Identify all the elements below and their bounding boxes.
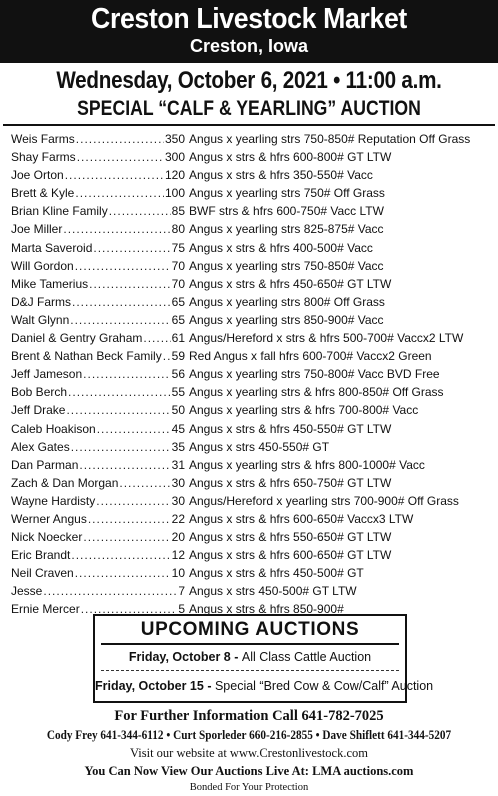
consignment-row [11, 546, 491, 564]
cattle-description: Angus x strs & hfrs 400-500# Vacc [189, 240, 373, 255]
consignor-name: D&J Farms [11, 294, 71, 309]
upcoming-event [95, 678, 434, 694]
consignment-row [11, 148, 491, 166]
head-count: 70 [171, 258, 185, 273]
consignor-name: Jesse [11, 584, 43, 599]
cattle-description: Angus x yearling strs 800# Off Grass [189, 294, 385, 309]
event-description: Special “Bred Cow & Cow/Calf” Auction [214, 679, 434, 693]
leader-dots [79, 456, 170, 474]
consignor-cell [11, 220, 185, 238]
consignment-row [11, 293, 491, 311]
consignor-cell [11, 239, 185, 257]
leader-dots [76, 130, 164, 148]
head-count: 65 [171, 312, 185, 327]
head-count: 31 [171, 457, 185, 472]
consignor-name: Joe Miller [11, 222, 63, 237]
cattle-description: Angus x yearling strs 750-850# Reputation Off Grass [189, 132, 471, 146]
event-separator: - [203, 679, 215, 693]
consignment-row [11, 311, 491, 329]
head-count: 30 [171, 475, 185, 490]
consignor-name: Dan Parman [11, 457, 79, 472]
consignor-name: Ernie Mercer [11, 602, 80, 617]
contact-list: Cody Frey 641-344-6112 • Curt Sporleder 660-216-2855 • Dave Shiflett 641-344-5207 [46, 728, 452, 742]
head-count: 65 [171, 294, 185, 309]
upcoming-auctions-box [93, 614, 434, 703]
auction-name: SPECIAL “CALF & YEARLING” AUCTION [77, 97, 421, 120]
leader-dots [70, 311, 170, 329]
cattle-description: Angus x yearling strs 825-875# Vacc [189, 222, 384, 237]
event-description: All Class Cattle Auction [241, 650, 372, 664]
cattle-description: Angus/Hereford x strs & hfrs 500-700# Vaccx2 LTW [189, 331, 464, 346]
leader-dots [97, 420, 171, 438]
head-count: 50 [171, 403, 185, 418]
consignor-name: Brett & Kyle [11, 186, 75, 201]
cattle-description: Angus x strs 450-550# GT [189, 439, 330, 454]
leader-dots [93, 239, 170, 257]
consignor-cell [11, 492, 185, 510]
leader-dots [163, 347, 171, 365]
head-count: 85 [171, 204, 185, 219]
footer [0, 706, 498, 796]
head-count: 300 [164, 150, 185, 165]
consignor-cell [11, 420, 185, 438]
consignor-name: Neil Craven [11, 566, 74, 581]
leader-dots [88, 510, 171, 528]
head-count: 100 [164, 186, 185, 201]
leader-dots [71, 438, 171, 456]
consignment-row [11, 220, 491, 238]
consignor-cell [11, 546, 185, 564]
consignment-row [11, 130, 491, 148]
cattle-description: BWF strs & hfrs 600-750# Vacc LTW [189, 204, 384, 219]
leader-dots [89, 275, 171, 293]
head-count: 120 [164, 168, 185, 183]
cattle-description: Angus x yearling strs 750# Off Grass [189, 186, 385, 201]
head-count: 35 [171, 439, 185, 454]
header-divider [3, 124, 495, 126]
consignment-row [11, 510, 491, 528]
consignor-cell [11, 130, 185, 148]
consignment-row [11, 564, 491, 582]
head-count: 75 [171, 240, 185, 255]
cattle-description: Angus x yearling strs & hfrs 800-1000# Vacc [189, 457, 425, 472]
event-date: Friday, October 15 [95, 679, 204, 693]
head-count: 12 [171, 548, 185, 563]
consignment-row [11, 383, 491, 401]
leader-dots [66, 401, 170, 419]
consignor-name: Shay Farms [11, 150, 76, 165]
consignor-name: Jeff Drake [11, 403, 66, 418]
consignor-cell [11, 528, 185, 546]
consignor-name: Daniel & Gentry Graham [11, 331, 143, 346]
cattle-description: Red Angus x fall hfrs 600-700# Vaccx2 Green [189, 349, 432, 364]
leader-dots [96, 492, 170, 510]
consignor-cell [11, 564, 185, 582]
consignor-cell [11, 582, 185, 600]
consignment-row [11, 401, 491, 419]
cattle-description: Angus x strs & hfrs 450-650# GT LTW [189, 276, 392, 291]
cattle-description: Angus x yearling strs 850-900# Vacc [189, 312, 384, 327]
dashed-separator [101, 670, 399, 671]
consignor-name: Nick Noecker [11, 530, 83, 545]
cattle-description: Angus x strs 450-500# GT LTW [189, 584, 357, 599]
market-location: Creston, Iowa [189, 36, 309, 56]
consignor-cell [11, 311, 185, 329]
cattle-description: Angus x strs & hfrs 350-550# Vacc [189, 168, 373, 183]
consignor-name: Will Gordon [11, 258, 74, 273]
head-count: 5 [178, 602, 185, 617]
cattle-description: Angus x yearling strs 750-800# Vacc BVD Free [189, 367, 440, 382]
leader-dots [75, 184, 164, 202]
leader-dots [63, 220, 170, 238]
header-band [0, 0, 498, 63]
consignment-row [11, 239, 491, 257]
consignor-cell [11, 383, 185, 401]
consignor-name: Alex Gates [11, 439, 70, 454]
consignor-cell [11, 293, 185, 311]
cattle-description: Angus/Hereford x yearling strs 700-900# Off Grass [189, 493, 459, 508]
consignor-cell [11, 148, 185, 166]
market-title: Creston Livestock Market [91, 3, 407, 35]
consignment-row [11, 456, 491, 474]
consignment-row [11, 329, 491, 347]
consignor-name: Weis Farms [11, 132, 75, 146]
leader-dots [83, 365, 170, 383]
bonded-note: Bonded For Your Protection [189, 782, 309, 793]
leader-dots [71, 546, 170, 564]
website-line: Visit our website at www.Crestonlivestock.com [130, 746, 368, 760]
event-date: Friday, October 8 [128, 650, 231, 664]
consignor-name: Wayne Hardisty [11, 493, 96, 508]
consignment-list [11, 130, 491, 619]
leader-dots [75, 257, 171, 275]
consignor-name: Bob Berch [11, 385, 68, 400]
head-count: 80 [171, 222, 185, 237]
leader-dots [109, 202, 171, 220]
cattle-description: Angus x yearling strs & hfrs 700-800# Vacc [189, 403, 419, 418]
consignor-cell [11, 438, 185, 456]
consignor-cell [11, 257, 185, 275]
cattle-description: Angus x strs & hfrs 850-900# [189, 602, 344, 617]
cattle-description: Angus x yearling strs 750-850# Vacc [189, 258, 384, 273]
consignor-name: Caleb Hoakison [11, 421, 96, 436]
head-count: 22 [171, 511, 185, 526]
head-count: 61 [171, 331, 185, 346]
consignor-name: Zach & Dan Morgan [11, 475, 119, 490]
auction-datetime: Wednesday, October 6, 2021 • 11:00 a.m. [56, 67, 442, 94]
head-count: 56 [171, 367, 185, 382]
live-auction-line: You Can Now View Our Auctions Live At: LMA auctions.com [84, 764, 414, 778]
consignor-cell [11, 329, 185, 347]
consignment-row [11, 420, 491, 438]
leader-dots [83, 528, 170, 546]
consignor-name: Werner Angus [11, 511, 87, 526]
head-count: 30 [171, 493, 185, 508]
head-count: 59 [171, 349, 185, 364]
consignor-cell [11, 474, 185, 492]
consignor-cell [11, 184, 185, 202]
leader-dots [43, 582, 177, 600]
consignor-cell [11, 347, 185, 365]
cattle-description: Angus x strs & hfrs 600-800# GT LTW [189, 150, 392, 165]
upcoming-event [95, 649, 405, 665]
consignment-row [11, 474, 491, 492]
leader-dots [119, 474, 170, 492]
head-count: 10 [171, 566, 185, 581]
leader-dots [75, 564, 171, 582]
consignment-row [11, 582, 491, 600]
consignor-name: Joe Orton [11, 168, 64, 183]
consignor-cell [11, 365, 185, 383]
consignment-row [11, 166, 491, 184]
consignor-cell [11, 456, 185, 474]
info-phone: For Further Information Call 641-782-7025 [114, 708, 384, 724]
consignment-row [11, 257, 491, 275]
consignor-name: Mike Tamerius [11, 276, 89, 291]
consignment-row [11, 438, 491, 456]
consignment-row [11, 347, 491, 365]
leader-dots [72, 293, 171, 311]
consignor-name: Walt Glynn [11, 312, 70, 327]
consignment-row [11, 528, 491, 546]
cattle-description: Angus x strs & hfrs 550-650# GT LTW [189, 530, 392, 545]
cattle-description: Angus x strs & hfrs 650-750# GT LTW [189, 475, 392, 490]
consignment-row [11, 184, 491, 202]
head-count: 70 [171, 276, 185, 291]
consignor-name: Marta Saveroid [11, 240, 93, 255]
consignment-row [11, 365, 491, 383]
head-count: 45 [171, 421, 185, 436]
consignor-name: Jeff Jameson [11, 367, 83, 382]
consignor-cell [11, 401, 185, 419]
leader-dots [68, 383, 171, 401]
leader-dots [143, 329, 170, 347]
upcoming-divider [101, 643, 399, 645]
head-count: 55 [171, 385, 185, 400]
cattle-description: Angus x strs & hfrs 450-500# GT [189, 566, 364, 581]
consignor-cell [11, 275, 185, 293]
consignment-row [11, 202, 491, 220]
cattle-description: Angus x strs & hfrs 600-650# Vaccx3 LTW [189, 511, 414, 526]
event-separator: - [230, 650, 242, 664]
consignor-name: Brian Kline Family [11, 204, 108, 219]
head-count: 350 [164, 132, 185, 146]
consignor-cell [11, 166, 185, 184]
consignor-name: Eric Brandt [11, 548, 71, 563]
leader-dots [77, 148, 164, 166]
head-count: 7 [178, 584, 185, 599]
cattle-description: Angus x strs & hfrs 450-550# GT LTW [189, 421, 392, 436]
consignor-name: Brent & Nathan Beck Family [11, 349, 162, 364]
consignment-row [11, 492, 491, 510]
consignor-cell [11, 510, 185, 528]
leader-dots [65, 166, 164, 184]
upcoming-title: UPCOMING AUCTIONS [140, 619, 360, 640]
consignment-row [11, 275, 491, 293]
cattle-description: Angus x strs & hfrs 600-650# GT LTW [189, 548, 392, 563]
cattle-description: Angus x yearling strs & hfrs 800-850# Off Grass [189, 385, 444, 400]
head-count: 20 [171, 530, 185, 545]
consignor-cell [11, 202, 185, 220]
